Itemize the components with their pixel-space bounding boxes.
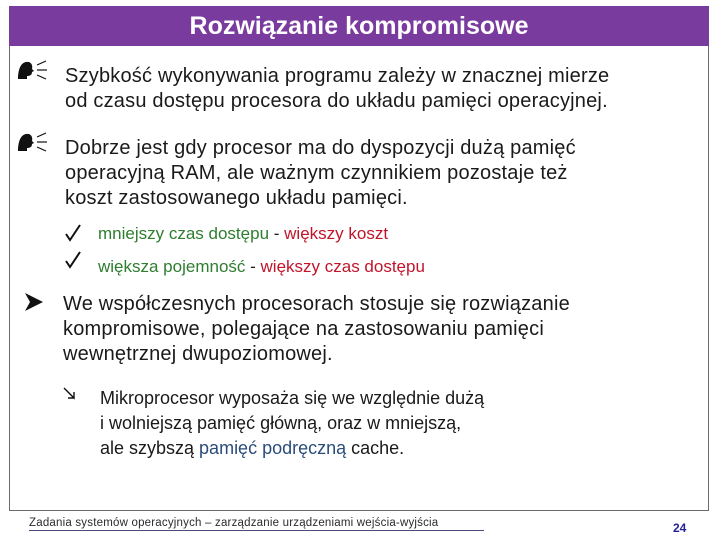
- check-item-1-left: mniejszy czas dostępu: [98, 224, 270, 243]
- bullet-3-line-2: kompromisowe, polegające na zastosowaniu pamięci: [63, 318, 544, 340]
- bullet-4-line-2: i wolniejszą pamięć główną, oraz w mniejszą,: [100, 413, 462, 433]
- bullet-1: [65, 64, 609, 114]
- slide-title-bar: [9, 6, 709, 46]
- bullet-3-line-1: We współczesnych procesorach stosuje się rozwiązanie: [63, 293, 570, 315]
- bullet-4-line-3-a: ale szybszą: [100, 438, 200, 458]
- bullet-4-line-3: [100, 436, 484, 461]
- bullet-4-line-1: Mikroprocesor wyposaża się we względnie dużą: [100, 388, 485, 408]
- speaker-icon: [14, 59, 48, 81]
- checkmark-icon: [65, 224, 81, 242]
- bullet-3-line-3: wewnętrznej dwupoziomowej.: [63, 343, 333, 365]
- bullet-1-line-1: Szybkość wykonywania programu zależy w znacznej mierze: [65, 65, 610, 87]
- check-item-1-right: większy koszt: [284, 224, 389, 243]
- speaker-icon: [14, 131, 48, 153]
- footer-divider: [29, 530, 484, 531]
- bullet-3: [63, 292, 570, 367]
- bullet-2-line-3: koszt zastosowanego układu pamięci.: [65, 187, 408, 209]
- check-item-1-sep: -: [269, 224, 285, 243]
- check-item-2-sep: -: [245, 257, 261, 276]
- bullet-1-line-2: od czasu dostępu procesora do układu pamięci operacyjnej.: [65, 90, 608, 112]
- footer-text: Zadania systemów operacyjnych – zarządzanie urządzeniami wejścia-wyjścia: [29, 517, 439, 529]
- check-item-2: [98, 256, 425, 278]
- page-number: 24: [673, 521, 687, 535]
- outline-arrow-icon: [62, 386, 82, 404]
- bullet-2-line-1: Dobrze jest gdy procesor ma do dyspozycji dużą pamięć: [65, 137, 576, 159]
- arrow-head-icon: [23, 291, 45, 313]
- bullet-4-line-3-c: cache.: [346, 438, 405, 458]
- bullet-2-line-2: operacyjną RAM, ale ważnym czynnikiem pozostaje też: [65, 162, 568, 184]
- bullet-4: [100, 386, 484, 461]
- checkmark-icon: [65, 251, 81, 269]
- check-item-1: [98, 223, 388, 245]
- cache-term: pamięć podręczną: [199, 438, 347, 458]
- slide-footer: [9, 511, 709, 540]
- check-item-2-left: większa pojemność: [98, 257, 246, 276]
- bullet-2: [65, 136, 576, 211]
- slide-title: Rozwiązanie kompromisowe: [189, 11, 529, 40]
- check-item-2-right: większy czas dostępu: [260, 257, 425, 276]
